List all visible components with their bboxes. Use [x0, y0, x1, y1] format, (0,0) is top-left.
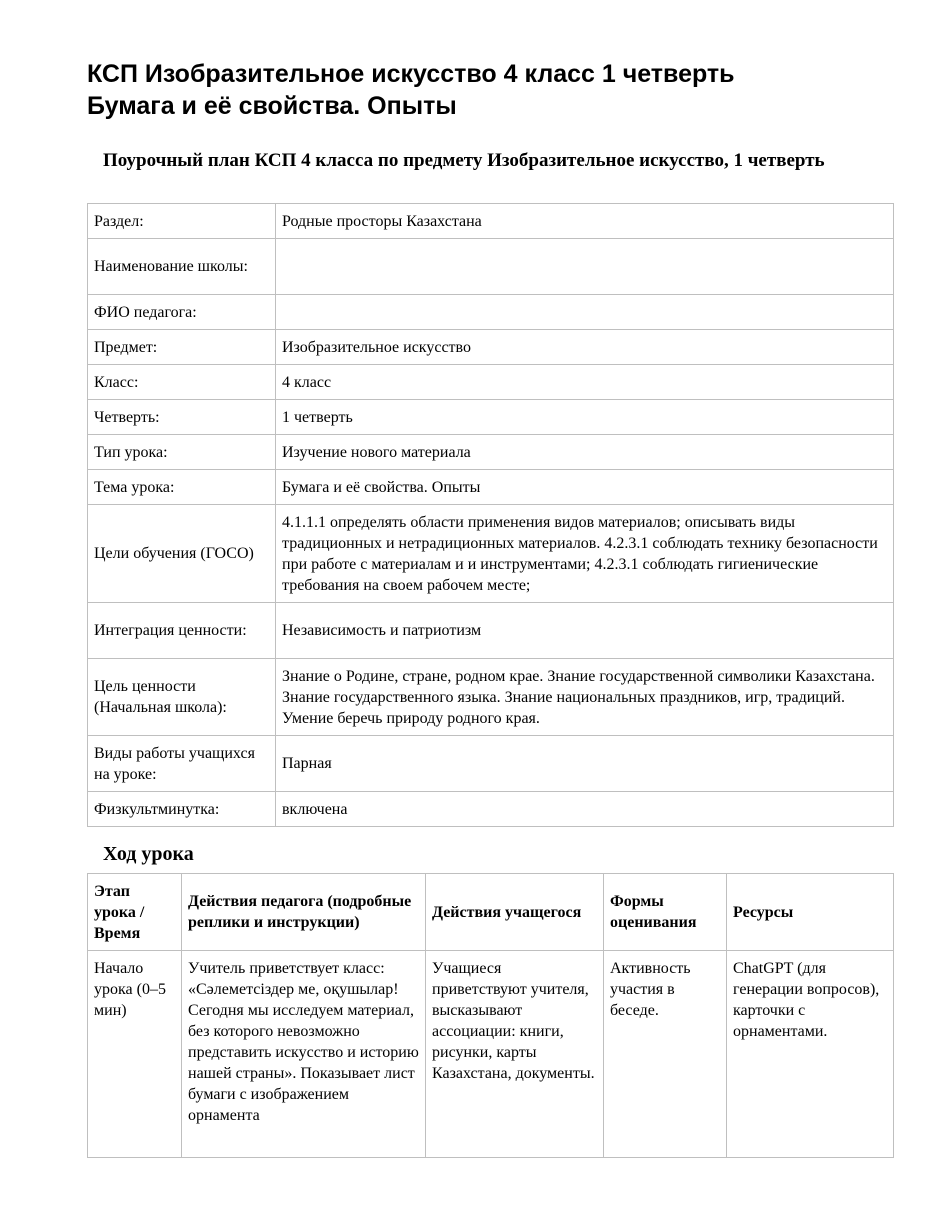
info-value: 4 класс [276, 365, 894, 400]
info-value: Родные просторы Казахстана [276, 204, 894, 239]
info-label: Цели обучения (ГОСО) [88, 505, 276, 603]
info-value: Независимость и патриотизм [276, 603, 894, 659]
document-title-line2: Бумага и её свойства. Опыты [87, 92, 457, 120]
info-value: 4.1.1.1 определять области применения видов материалов; описывать виды традиционных и нетрадиционных материалов. 4.2.3.1 соблюдать технику безопасности при работе с материалам и и инструментами; 4.2.3.1 соблюдать гигиенические требования на своем рабочем месте; [276, 505, 894, 603]
column-header: Действия учащегося [426, 874, 604, 951]
info-row [88, 792, 894, 827]
info-label: Интеграция ценности: [88, 603, 276, 659]
info-row [88, 204, 894, 239]
stage-cell: Начало урока (0–5 мин) [88, 951, 182, 1158]
column-header: Действия педагога (подробные реплики и инструкции) [182, 874, 426, 951]
info-row [88, 435, 894, 470]
info-label: Наименование школы: [88, 239, 276, 295]
info-label: Тип урока: [88, 435, 276, 470]
info-row [88, 470, 894, 505]
lesson-info-table [87, 203, 894, 827]
resources-cell: ChatGPT (для генерации вопросов), карточки с орнаментами. [727, 951, 894, 1158]
info-row [88, 330, 894, 365]
info-value: Парная [276, 736, 894, 792]
info-row [88, 736, 894, 792]
info-value [276, 295, 894, 330]
info-value: Изобразительное искусство [276, 330, 894, 365]
info-row [88, 295, 894, 330]
info-value: Бумага и её свойства. Опыты [276, 470, 894, 505]
document-title-line1: КСП Изобразительное искусство 4 класс 1 четверть [87, 60, 735, 88]
column-header: Формы оценивания [604, 874, 727, 951]
table-row [88, 951, 894, 1158]
document-title [87, 58, 907, 122]
info-row [88, 659, 894, 736]
lesson-progress-table [87, 873, 894, 1158]
column-header: Этап урока / Время [88, 874, 182, 951]
plan-heading: Поурочный план КСП 4 класса по предмету Изобразительное искусство, 1 четверть [103, 150, 825, 171]
assessment-cell: Активность участия в беседе. [604, 951, 727, 1158]
column-header: Ресурсы [727, 874, 894, 951]
info-label: Четверть: [88, 400, 276, 435]
info-row [88, 603, 894, 659]
info-value: Знание о Родине, стране, родном крае. Знание государственной символики Казахстана. Знание государственного языка. Знание национальных праздников, игр, традиций. Умение беречь природу родного края. [276, 659, 894, 736]
info-label: Виды работы учащихся на уроке: [88, 736, 276, 792]
info-value: включена [276, 792, 894, 827]
info-label: Цель ценности (Начальная школа): [88, 659, 276, 736]
info-row [88, 505, 894, 603]
info-value: Изучение нового материала [276, 435, 894, 470]
teacher-actions-cell: Учитель приветствует класс: «Сәлеметсіздер ме, оқушылар! Сегодня мы исследуем материал, без которого невозможно представить искусство и историю нашей страны». Показывает лист бумаги с изображением орнамента [182, 951, 426, 1158]
info-label: Тема урока: [88, 470, 276, 505]
table-header-row [88, 874, 894, 951]
info-label: ФИО педагога: [88, 295, 276, 330]
student-actions-cell: Учащиеся приветствуют учителя, высказывают ассоциации: книги, рисунки, карты Казахстана, документы. [426, 951, 604, 1158]
lesson-progress-heading: Ход урока [103, 843, 194, 865]
info-label: Физкультминутка: [88, 792, 276, 827]
info-row [88, 400, 894, 435]
info-row [88, 239, 894, 295]
info-row [88, 365, 894, 400]
info-label: Предмет: [88, 330, 276, 365]
info-value [276, 239, 894, 295]
info-label: Класс: [88, 365, 276, 400]
info-value: 1 четверть [276, 400, 894, 435]
info-label: Раздел: [88, 204, 276, 239]
